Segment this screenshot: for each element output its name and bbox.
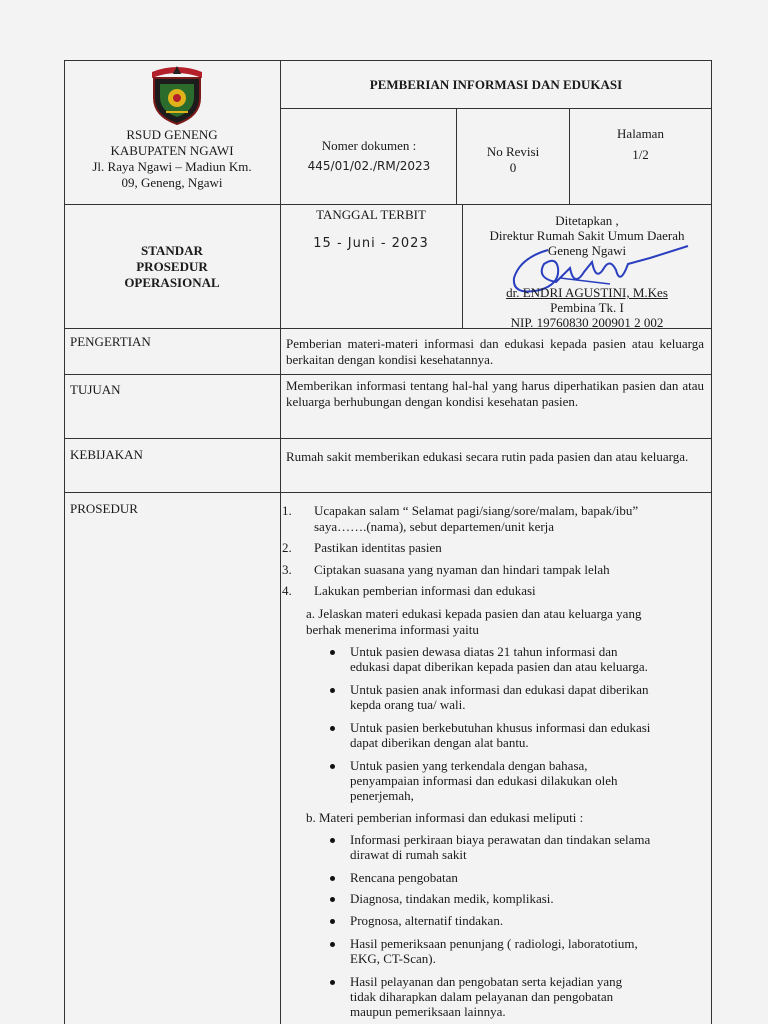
row-divider bbox=[64, 492, 712, 493]
step-1-line-2: saya…….(nama), sebut departemen/unit kerja bbox=[314, 519, 555, 534]
step-1-line-1: Ucapakan salam “ Selamat pagi/siang/sore/malam, bapak/ibu” bbox=[314, 503, 639, 518]
pengertian-text: Pemberian materi-materi informasi dan edukasi kepada pasien atau keluarga berkaitan dengan kondisi kesehatannya. bbox=[286, 336, 704, 367]
doc-number-value: 445/01/02./RM/2023 bbox=[307, 159, 431, 173]
regency-name: KABUPATEN NGAWI bbox=[110, 143, 234, 158]
list-item-line: Hasil pemeriksaan penunjang ( radiologi, laboratotium, bbox=[350, 936, 638, 951]
bullet-dot bbox=[330, 726, 335, 731]
page-label: Halaman bbox=[617, 126, 664, 141]
revision-value: 0 bbox=[509, 160, 517, 175]
prosedur-label: PROSEDUR bbox=[70, 501, 138, 516]
address-line-2: 09, Geneng, Ngawi bbox=[121, 175, 223, 190]
revision-label: No Revisi bbox=[486, 144, 540, 159]
substep-b-line-1: b. Materi pemberian informasi dan edukasi meliputi : bbox=[306, 810, 584, 825]
step-4-text: Lakukan pemberian informasi dan edukasi bbox=[314, 583, 536, 598]
list-item-line: kepda orang tua/ wali. bbox=[350, 697, 466, 712]
list-item-line: tidak diharapkan dalam pelayanan dan pengobatan bbox=[350, 989, 614, 1004]
approval-title-line-2: Geneng Ngawi bbox=[547, 243, 627, 258]
list-item-line: penyampaian informasi dan edukasi dilakukan oleh bbox=[350, 773, 618, 788]
list-item-line: Untuk pasien yang terkendala dengan bahasa, bbox=[350, 758, 588, 773]
list-item-line: Diagnosa, tindakan medik, komplikasi. bbox=[350, 891, 554, 906]
signer-nip: NIP. 19760830 200901 2 002 bbox=[510, 315, 664, 330]
list-item-line: Untuk pasien berkebutuhan khusus informasi dan edukasi bbox=[350, 720, 651, 735]
doc-number-label: Nomer dokumen : bbox=[321, 138, 417, 153]
bullet-dot bbox=[330, 919, 335, 924]
step-number: 2. bbox=[282, 540, 292, 555]
bullet-dot bbox=[330, 897, 335, 902]
list-item-line: Rencana pengobatan bbox=[350, 870, 458, 885]
list-item-line: Hasil pelayanan dan pengobatan serta kejadian yang bbox=[350, 974, 623, 989]
list-item-line: dirawat di rumah sakit bbox=[350, 847, 467, 862]
list-item-line: Prognosa, alternatif tindakan. bbox=[350, 913, 504, 928]
step-2-text: Pastikan identitas pasien bbox=[314, 540, 442, 555]
step-3-text: Ciptakan suasana yang nyaman dan hindari tampak lelah bbox=[314, 562, 610, 577]
step-number: 3. bbox=[282, 562, 292, 577]
page-value: 1/2 bbox=[632, 147, 649, 162]
sop-label-line-1: STANDAR bbox=[141, 243, 203, 258]
approval-label: Ditetapkan , bbox=[555, 213, 619, 228]
row-divider bbox=[64, 374, 712, 375]
bullet-dot bbox=[330, 764, 335, 769]
kebijakan-label: KEBIJAKAN bbox=[70, 447, 143, 462]
bullet-dot bbox=[330, 980, 335, 985]
list-item-line: EKG, CT-Scan). bbox=[350, 951, 436, 966]
list-item-line: Untuk pasien anak informasi dan edukasi dapat diberikan bbox=[350, 682, 649, 697]
list-item-line: dapat diberikan dengan alat bantu. bbox=[350, 735, 529, 750]
row-divider bbox=[281, 108, 711, 109]
sop-label-line-3: OPERASIONAL bbox=[124, 275, 220, 290]
approval-title-line-1: Direktur Rumah Sakit Umum Daerah bbox=[489, 228, 685, 243]
document-title: PEMBERIAN INFORMASI DAN EDUKASI bbox=[369, 77, 623, 92]
list-item-line: Untuk pasien dewasa diatas 21 tahun informasi dan bbox=[350, 644, 618, 659]
step-number: 1. bbox=[282, 503, 292, 518]
row-divider bbox=[64, 204, 712, 205]
step-number: 4. bbox=[282, 583, 292, 598]
pengertian-label: PENGERTIAN bbox=[70, 334, 151, 349]
list-item-line: edukasi dapat diberikan kepada pasien dan atau keluarga. bbox=[350, 659, 648, 674]
tujuan-label: TUJUAN bbox=[70, 382, 121, 397]
kebijakan-text: Rumah sakit memberikan edukasi secara rutin pada pasien dan atau keluarga. bbox=[286, 449, 689, 464]
list-item-line: maupun pemeriksaan lainnya. bbox=[350, 1004, 506, 1019]
substep-a-line-2: berhak menerima informasi yaitu bbox=[306, 622, 479, 637]
bullet-dot bbox=[330, 838, 335, 843]
row-divider bbox=[64, 438, 712, 439]
signer-rank: Pembina Tk. I bbox=[550, 300, 624, 315]
issue-date-value: 15 - Juni - 2023 bbox=[313, 236, 429, 251]
bullet-dot bbox=[330, 942, 335, 947]
hospital-name: RSUD GENENG bbox=[126, 127, 218, 142]
address-line-1: Jl. Raya Ngawi – Madiun Km. bbox=[92, 159, 252, 174]
cell-divider bbox=[462, 204, 463, 328]
bullet-dot bbox=[330, 650, 335, 655]
bullet-dot bbox=[330, 876, 335, 881]
list-item-line: Informasi perkiraan biaya perawatan dan tindakan selama bbox=[350, 832, 651, 847]
list-item-line: penerjemah, bbox=[350, 788, 414, 803]
bullet-dot bbox=[330, 688, 335, 693]
sop-label-line-2: PROSEDUR bbox=[136, 259, 208, 274]
substep-a-line-1: a. Jelaskan materi edukasi kepada pasien dan atau keluarga yang bbox=[306, 606, 642, 621]
signer-name: dr. ENDRI AGUSTINI, M.Kes bbox=[506, 285, 668, 300]
hospital-logo bbox=[148, 64, 206, 126]
issue-date-label: TANGGAL TERBIT bbox=[316, 207, 426, 222]
table-border-top bbox=[64, 60, 712, 61]
tujuan-text: Memberikan informasi tentang hal-hal yang harus diperhatikan pasien dan atau keluarga berhubungan dengan kondisi kesehatan pasien. bbox=[286, 378, 704, 409]
